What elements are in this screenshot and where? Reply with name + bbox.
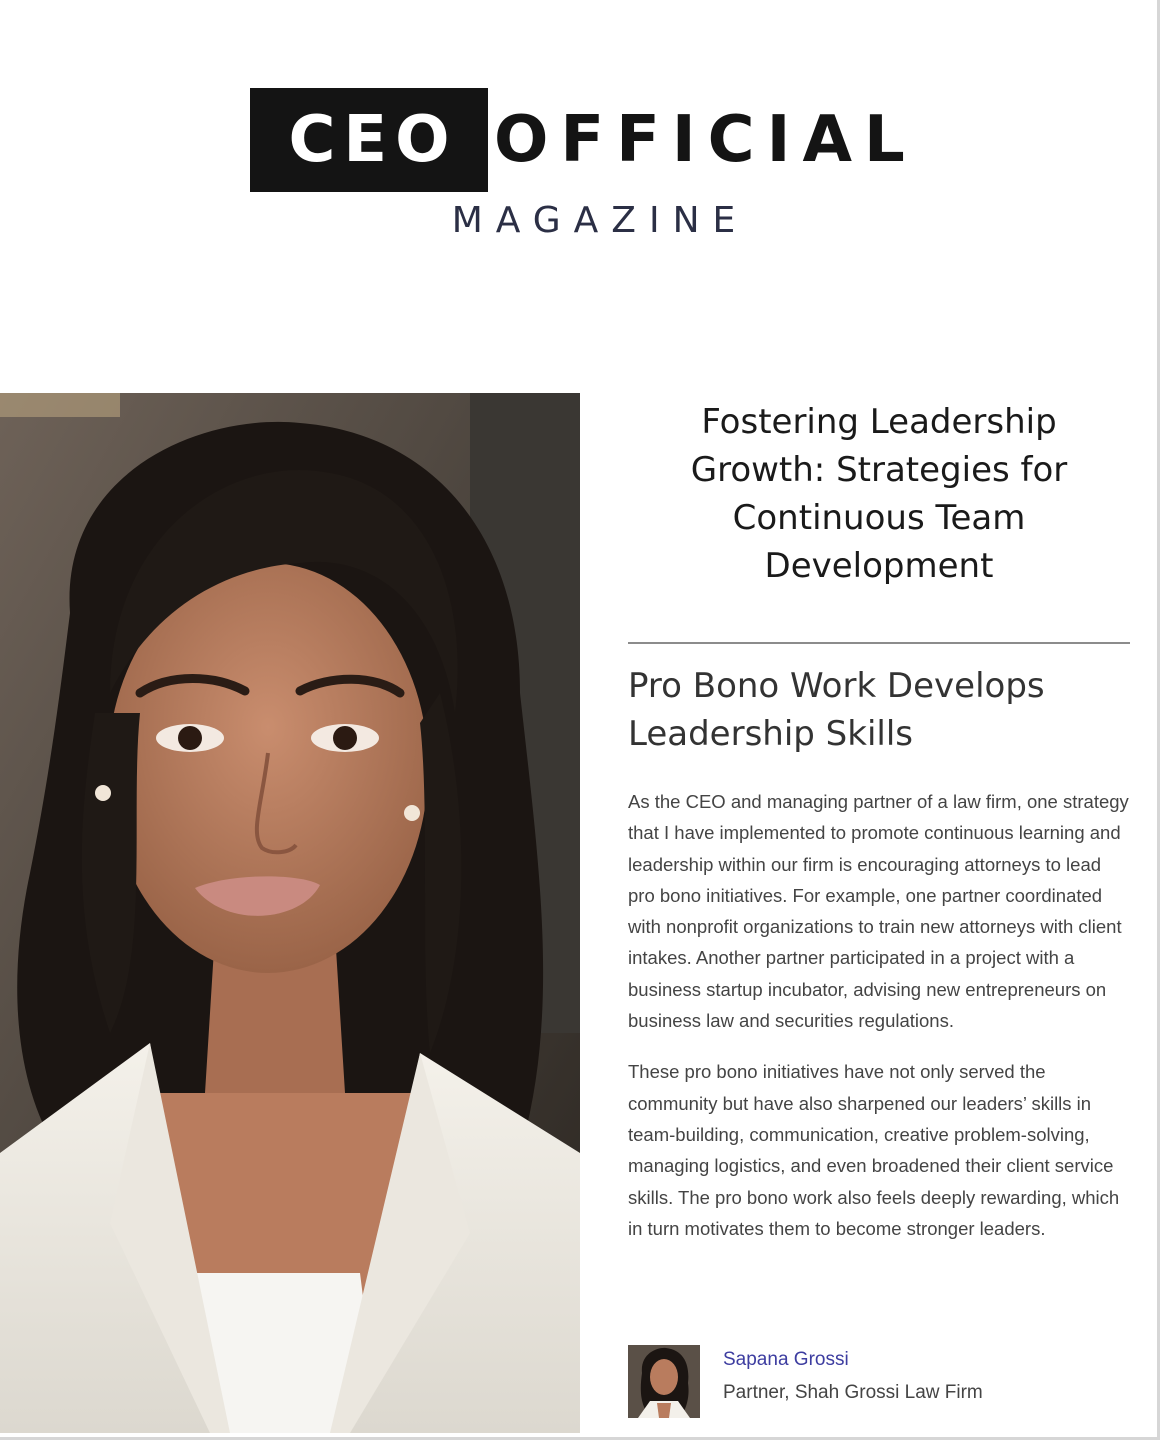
body-paragraph: These pro bono initiatives have not only served the community but have also sharpened our leaders’ skills in team-building, communication, creative problem-solving, managing logistics, and even broadened their client service skills. The pro bono work also feels deeply rewarding, which in turn motivates them to become stronger leaders. — [628, 1061, 1120, 1239]
headline-line: Development — [764, 546, 994, 586]
article-column — [628, 398, 1130, 1244]
divider-rule — [628, 642, 1130, 644]
avatar-illustration — [628, 1345, 700, 1418]
headline-line: Fostering Leadership — [701, 402, 1057, 442]
headline-line: Growth: Strategies for — [690, 450, 1068, 490]
subhead-line: Leadership Skills — [628, 714, 913, 754]
logo-official: OFFICIAL — [494, 103, 917, 177]
subhead-line: Pro Bono Work Develops — [628, 666, 1045, 706]
article-headline — [628, 398, 1130, 590]
section-subhead — [628, 662, 1130, 758]
author-byline — [628, 1345, 1128, 1419]
logo-magazine: MAGAZINE — [451, 200, 749, 241]
body-paragraph: As the CEO and managing partner of a law firm, one strategy that I have implemented to promote continuous learning and leadership within our firm is encouraging attorneys to lead pro bono initiatives. For example, one partner coordinated with nonprofit organizations to train new attorneys with client intakes. Another partner participated in a project with a business startup incubator, advising new entrepreneurs on business law and securities regulations. — [628, 791, 1129, 1032]
author-portrait — [0, 393, 580, 1433]
logo-ceo-box: CEO — [250, 88, 488, 192]
author-name-link[interactable]: Sapana Grossi — [723, 1349, 849, 1370]
portrait-illustration — [0, 393, 580, 1433]
avatar — [628, 1345, 700, 1418]
headline-line: Continuous Team — [732, 498, 1026, 538]
author-role: Partner, Shah Grossi Law Firm — [723, 1382, 983, 1403]
masthead-logo — [250, 88, 950, 248]
